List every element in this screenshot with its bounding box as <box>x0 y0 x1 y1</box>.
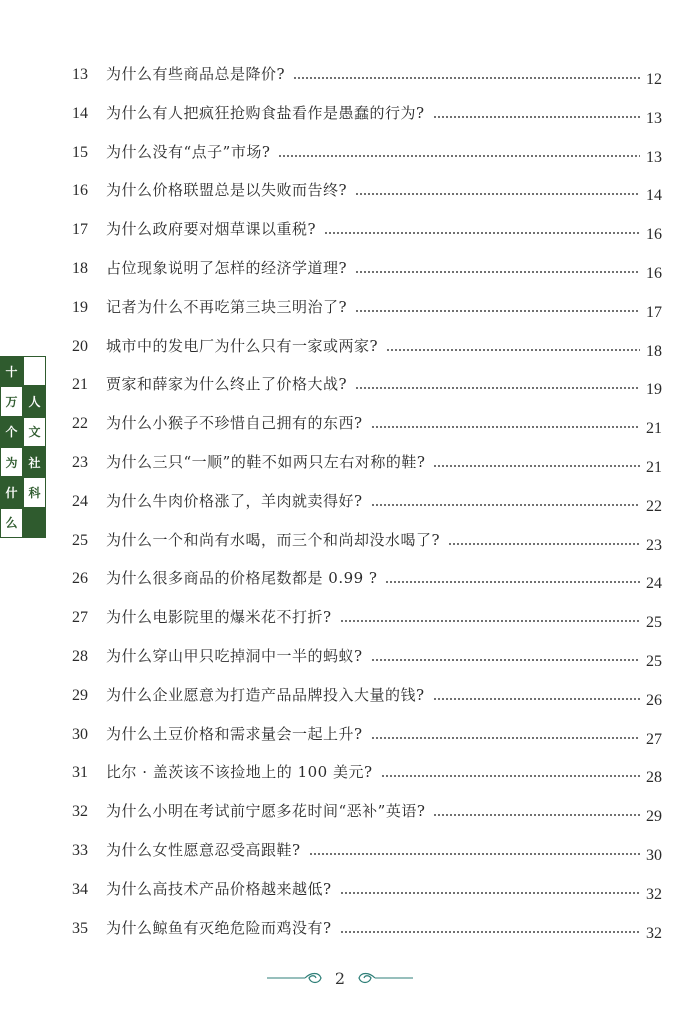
dot-leader <box>433 698 640 700</box>
toc-entry-number: 21 <box>72 376 88 394</box>
toc-entry-number: 27 <box>72 609 88 627</box>
toc-entry[interactable] <box>72 256 662 280</box>
side-tab-char <box>23 508 46 538</box>
side-tab-char: 万 <box>0 386 23 416</box>
toc-entry-title: 为什么鲸鱼有灭绝危险而鸡没有? <box>106 918 332 937</box>
toc-entry[interactable] <box>72 605 662 632</box>
toc-entry-title: 为什么有些商品总是降价? <box>106 65 286 83</box>
dot-leader <box>355 271 640 273</box>
right-ornament-icon <box>355 971 415 985</box>
toc-entry-title: 为什么牛肉价格涨了，羊肉就卖得好? <box>106 491 363 510</box>
toc-entry-number: 19 <box>72 298 88 316</box>
side-tab-char: 社 <box>23 447 46 477</box>
toc-entry[interactable] <box>72 101 662 125</box>
toc-entry[interactable] <box>72 528 662 552</box>
toc-entry[interactable] <box>72 411 662 438</box>
toc-entry[interactable] <box>72 295 662 319</box>
dot-leader <box>371 504 640 506</box>
series-side-tab <box>0 356 46 538</box>
toc-entry-page: 29 <box>646 808 662 826</box>
toc-entry-title: 为什么小明在考试前宁愿多花时间“恶补”英语? <box>106 802 426 821</box>
toc-entry-title: 比尔 · 盖茨该不该捡地上的 100 美元? <box>106 763 373 782</box>
toc-entry[interactable] <box>72 644 662 668</box>
toc-entry-title: 为什么穿山甲只吃掉洞中一半的蚂蚁? <box>106 647 363 665</box>
toc-entry-title: 为什么有人把疯狂抢购食盐看作是愚蠢的行为? <box>106 103 425 122</box>
side-tab-char: 什 <box>0 477 23 507</box>
toc-entry-number: 14 <box>72 104 88 122</box>
toc-entry-title: 为什么土豆价格和需求量会一起上升? <box>106 724 363 743</box>
toc-entry-title: 城市中的发电厂为什么只有一家或两家? <box>106 336 379 355</box>
dot-leader <box>309 853 640 855</box>
toc-entry-page: 13 <box>646 109 662 127</box>
toc-entry-title: 为什么电影院里的爆米花不打折? <box>106 608 332 627</box>
dot-leader <box>385 581 640 583</box>
dot-leader <box>433 116 640 118</box>
toc-entry[interactable] <box>72 760 662 787</box>
toc-entry[interactable] <box>72 178 662 205</box>
side-tab-char: 为 <box>0 447 23 477</box>
toc-entry-page: 14 <box>646 187 662 205</box>
toc-entry[interactable] <box>72 916 662 940</box>
toc-entry[interactable] <box>72 372 662 399</box>
dot-leader <box>448 543 640 545</box>
dot-leader <box>293 77 640 79</box>
toc-entry[interactable] <box>72 140 662 164</box>
toc-entry[interactable] <box>72 334 662 358</box>
toc-entry-page: 13 <box>646 148 662 166</box>
toc-entry-title: 记者为什么不再吃第三块三明治了? <box>106 297 348 316</box>
toc-entry-page: 19 <box>646 381 662 399</box>
toc-entry[interactable] <box>72 877 662 901</box>
side-tab-char: 文 <box>23 417 46 447</box>
toc-entry[interactable] <box>72 838 662 862</box>
dot-leader <box>433 814 640 816</box>
toc-entry-number: 15 <box>72 143 88 161</box>
toc-entry-page: 27 <box>646 730 662 748</box>
toc-entry-number: 29 <box>72 686 88 704</box>
dot-leader <box>433 465 640 467</box>
toc-entry-number: 25 <box>72 531 88 549</box>
dot-leader <box>340 620 640 622</box>
left-ornament-icon <box>265 971 325 985</box>
toc-entry[interactable] <box>72 566 662 593</box>
dot-leader <box>340 931 640 933</box>
toc-entry-title: 为什么企业愿意为打造产品品牌投入大量的钱? <box>106 685 425 704</box>
toc-entry-number: 17 <box>72 221 88 239</box>
toc-entry-title: 为什么高技术产品价格越来越低? <box>106 879 332 898</box>
dot-leader <box>355 387 640 389</box>
side-tab-char: 十 <box>0 356 23 386</box>
dot-leader <box>371 426 640 428</box>
dot-leader <box>278 155 640 157</box>
dot-leader <box>381 775 640 777</box>
toc-entry-page: 21 <box>646 459 662 476</box>
toc-entry-number: 22 <box>72 415 88 433</box>
dot-leader <box>355 193 640 195</box>
side-tab-char: 科 <box>23 477 46 507</box>
toc-entry-page: 32 <box>646 885 662 903</box>
toc-entry-number: 13 <box>72 66 88 83</box>
toc-entry-page: 25 <box>646 614 662 632</box>
toc-entry-number: 30 <box>72 725 88 743</box>
toc-entry-page: 30 <box>646 847 662 864</box>
toc-entry-title: 占位现象说明了怎样的经济学道理? <box>106 259 348 277</box>
toc-entry-page: 18 <box>646 342 662 360</box>
toc-entry-number: 18 <box>72 260 88 277</box>
toc-entry[interactable] <box>72 62 662 86</box>
toc-entry-title: 为什么价格联盟总是以失败而告终? <box>106 181 348 200</box>
toc-entry-number: 24 <box>72 492 88 510</box>
toc-entry-title: 为什么三只“一顺”的鞋不如两只左右对称的鞋? <box>106 453 426 471</box>
dot-leader <box>355 310 640 312</box>
page-number: 2 <box>334 968 346 988</box>
toc-entry-page: 17 <box>646 303 662 321</box>
toc-entry-title: 为什么政府要对烟草课以重税? <box>106 220 317 239</box>
toc-entry-title: 为什么一个和尚有水喝，而三个和尚却没水喝了? <box>106 530 441 549</box>
toc-entry-page: 12 <box>646 71 662 88</box>
toc-entry[interactable] <box>72 722 662 746</box>
side-tab-char: 么 <box>0 508 23 538</box>
side-tab-char: 人 <box>23 386 46 416</box>
toc-entry-page: 24 <box>646 575 662 593</box>
dot-leader <box>371 737 640 739</box>
toc-entry-number: 35 <box>72 919 88 937</box>
toc-entry-page: 22 <box>646 497 662 515</box>
toc-entry-number: 33 <box>72 842 88 859</box>
dot-leader <box>386 349 640 351</box>
side-tab-char: 个 <box>0 417 23 447</box>
toc-entry-number: 34 <box>72 880 88 898</box>
toc-entry[interactable] <box>72 450 662 474</box>
toc-entry-number: 32 <box>72 803 88 821</box>
toc-entry-title: 为什么没有“点子”市场? <box>106 142 271 161</box>
toc-entry-page: 16 <box>646 265 662 282</box>
toc-entry-number: 23 <box>72 454 88 471</box>
toc-entry[interactable] <box>72 489 662 513</box>
toc-entry-number: 20 <box>72 337 88 355</box>
page-footer <box>0 963 680 993</box>
toc-entry[interactable] <box>72 799 662 826</box>
toc-entry[interactable] <box>72 217 662 244</box>
dot-leader <box>340 892 640 894</box>
toc-entry-page: 16 <box>646 226 662 244</box>
toc-entry-title: 贾家和薛家为什么终止了价格大战? <box>106 375 348 394</box>
toc-entry-page: 21 <box>646 420 662 438</box>
toc-entry-page: 32 <box>646 924 662 942</box>
dot-leader <box>371 659 640 661</box>
toc-entry-page: 25 <box>646 653 662 670</box>
dot-leader <box>324 232 640 234</box>
toc-entry-number: 31 <box>72 764 88 782</box>
toc-entry-page: 28 <box>646 769 662 787</box>
toc-entry[interactable] <box>72 683 662 707</box>
toc-entry-page: 23 <box>646 536 662 554</box>
toc-entry-number: 28 <box>72 648 88 665</box>
toc-entry-number: 26 <box>72 570 88 588</box>
toc-entry-title: 为什么女性愿意忍受高跟鞋? <box>106 841 301 859</box>
toc-entry-title: 为什么很多商品的价格尾数都是 0.99 ? <box>106 569 378 588</box>
toc-entry-number: 16 <box>72 182 88 200</box>
toc-entry-page: 26 <box>646 691 662 709</box>
toc-entry-title: 为什么小猴子不珍惜自己拥有的东西? <box>106 414 363 433</box>
side-tab-char <box>23 356 46 386</box>
